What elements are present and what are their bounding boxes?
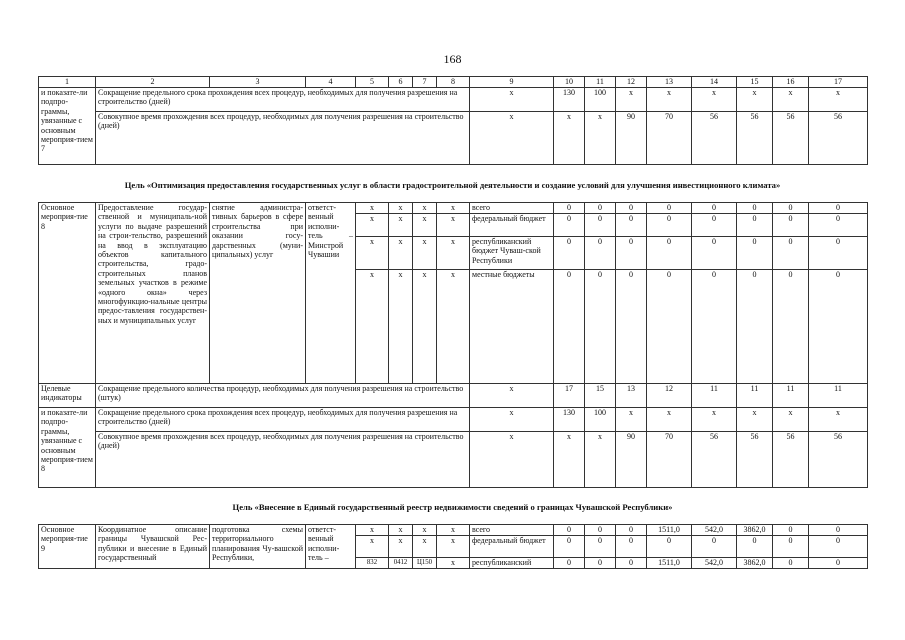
value-cell: 0 — [809, 270, 868, 384]
value-cell: 0 — [554, 536, 585, 558]
code-cell: 0412 — [389, 558, 413, 569]
header-cell: 4 — [306, 77, 356, 88]
code-cell: x — [413, 203, 437, 214]
value-cell: 70 — [647, 112, 692, 165]
code-cell: x — [356, 525, 389, 536]
table-row — [39, 203, 868, 214]
value-cell: 0 — [616, 558, 647, 569]
value-cell: 12 — [647, 384, 692, 408]
code-cell: Ц150 — [413, 558, 437, 569]
value-cell: 0 — [554, 525, 585, 536]
header-cell: 16 — [773, 77, 809, 88]
code-cell: x — [413, 237, 437, 270]
value-cell: 0 — [737, 270, 773, 384]
value-cell: 56 — [692, 432, 737, 488]
code-cell: x — [389, 203, 413, 214]
funding-source: федеральный бюджет — [470, 536, 554, 558]
value-cell: 0 — [809, 237, 868, 270]
value-cell: 56 — [692, 112, 737, 165]
code-cell: x — [389, 525, 413, 536]
value-cell: x — [616, 88, 647, 112]
value-cell: x — [737, 408, 773, 432]
value-cell: 0 — [585, 270, 616, 384]
value-cell: 15 — [585, 384, 616, 408]
value-cell: 90 — [616, 432, 647, 488]
value-cell: 0 — [809, 558, 868, 569]
value-cell: x — [647, 88, 692, 112]
value-cell: 100 — [585, 408, 616, 432]
code-cell: x — [413, 536, 437, 558]
value-cell: 0 — [647, 536, 692, 558]
value-cell: 17 — [554, 384, 585, 408]
value-cell: 11 — [809, 384, 868, 408]
header-cell: 8 — [437, 77, 470, 88]
value-cell: 0 — [692, 270, 737, 384]
header-cell: 12 — [616, 77, 647, 88]
expected-result: подготовка схемы территориального планирования Чу-вашской Республики, — [210, 525, 306, 569]
value-cell: 1511,0 — [647, 525, 692, 536]
value-cell: 0 — [585, 203, 616, 214]
table-row — [39, 432, 868, 488]
code-cell: x — [437, 525, 470, 536]
value-cell: 0 — [647, 203, 692, 214]
funding-source: федеральный бюджет — [470, 214, 554, 237]
header-cell: 10 — [554, 77, 585, 88]
indicator-label: Целевые индикаторы — [39, 384, 96, 408]
value-cell: 0 — [809, 536, 868, 558]
value-cell: 0 — [773, 270, 809, 384]
funding-source: местные бюджеты — [470, 270, 554, 384]
value-cell: 130 — [554, 88, 585, 112]
code-cell: x — [356, 270, 389, 384]
row-label: и показате-ли подпро-граммы, увязанные с основным мероприя-тием 8 — [39, 408, 96, 488]
table-row — [39, 384, 868, 408]
value-cell: 0 — [692, 536, 737, 558]
funding-source: республиканский — [470, 558, 554, 569]
value-cell: 56 — [809, 112, 868, 165]
code-cell: x — [389, 237, 413, 270]
code-cell: x — [356, 203, 389, 214]
value-cell: x — [737, 88, 773, 112]
table-row — [39, 408, 868, 432]
value-cell: x — [554, 112, 585, 165]
responsible-executor: ответст-венный исполни-тель – — [306, 525, 356, 569]
value-cell: 11 — [692, 384, 737, 408]
header-cell: 13 — [647, 77, 692, 88]
value-cell: x — [470, 432, 554, 488]
value-cell: x — [809, 88, 868, 112]
value-cell: 1511,0 — [647, 558, 692, 569]
value-cell: 0 — [809, 525, 868, 536]
page-number: 168 — [443, 52, 462, 66]
table-section-a — [38, 76, 868, 165]
value-cell: 13 — [616, 384, 647, 408]
value-cell: 0 — [773, 558, 809, 569]
value-cell: 56 — [737, 112, 773, 165]
value-cell: 0 — [554, 203, 585, 214]
funding-source: республиканский бюджет Чуваш-ской Республики — [470, 237, 554, 270]
code-cell: x — [437, 214, 470, 237]
value-cell: 56 — [773, 432, 809, 488]
code-cell: x — [437, 203, 470, 214]
measure-description: Предоставление государ-ственной и муниципаль-ной услуги по выдаче разрешений на строи-тельство, разрешений на ввод в эксплуатацию объектов капитального строительства, градо-строительных планов земельных участков в режиме «одного окна» через многофункцио-нальные центры предос-тавления государствен-ных и муниципальных услуг — [96, 203, 210, 384]
table-header-row — [39, 77, 868, 88]
value-cell: x — [470, 408, 554, 432]
value-cell: 3862,0 — [737, 558, 773, 569]
code-cell: x — [389, 270, 413, 384]
code-cell: x — [389, 214, 413, 237]
value-cell: 0 — [773, 536, 809, 558]
table-row — [39, 112, 868, 165]
header-cell: 1 — [39, 77, 96, 88]
header-cell: 14 — [692, 77, 737, 88]
value-cell: 0 — [585, 237, 616, 270]
header-cell: 17 — [809, 77, 868, 88]
code-cell: x — [356, 536, 389, 558]
header-cell: 11 — [585, 77, 616, 88]
value-cell: 0 — [737, 536, 773, 558]
indicator-text: Сокращение предельного срока прохождения всех процедур, необходимых для получения разрешения на строительство (дней) — [96, 408, 470, 432]
value-cell: 0 — [585, 536, 616, 558]
header-cell: 3 — [210, 77, 306, 88]
value-cell: 0 — [647, 270, 692, 384]
funding-source: всего — [470, 203, 554, 214]
measure-description: Координатное описание границы Чувашской Рес-публики и внесение в Единый государственный — [96, 525, 210, 569]
value-cell: x — [554, 432, 585, 488]
code-cell: x — [356, 237, 389, 270]
value-cell: x — [647, 408, 692, 432]
code-cell: x — [389, 536, 413, 558]
indicator-text: Сокращение предельного срока прохождения всех процедур, необходимых для получения разрешения на строительство (дней) — [96, 88, 470, 112]
value-cell: x — [773, 88, 809, 112]
code-cell: x — [413, 214, 437, 237]
code-cell: x — [413, 525, 437, 536]
value-cell: 3862,0 — [737, 525, 773, 536]
header-cell: 5 — [356, 77, 389, 88]
value-cell: 542,0 — [692, 558, 737, 569]
code-cell: x — [437, 270, 470, 384]
value-cell: x — [616, 408, 647, 432]
value-cell: 0 — [773, 237, 809, 270]
value-cell: 0 — [554, 270, 585, 384]
value-cell: 0 — [585, 525, 616, 536]
value-cell: x — [692, 408, 737, 432]
table-row — [39, 88, 868, 112]
indicator-text: Совокупное время прохождения всех процедур, необходимых для получения разрешения на строительство (дней) — [96, 112, 470, 165]
measure-label: Основное мероприя-тие 9 — [39, 525, 96, 569]
value-cell: x — [809, 408, 868, 432]
code-cell: 832 — [356, 558, 389, 569]
value-cell: 0 — [647, 237, 692, 270]
value-cell: 56 — [737, 432, 773, 488]
value-cell: 0 — [773, 525, 809, 536]
value-cell: 0 — [616, 237, 647, 270]
value-cell: 0 — [737, 237, 773, 270]
value-cell: 0 — [809, 214, 868, 237]
value-cell: 0 — [554, 214, 585, 237]
value-cell: 0 — [809, 203, 868, 214]
header-cell: 2 — [96, 77, 210, 88]
code-cell: x — [413, 270, 437, 384]
value-cell: 0 — [616, 214, 647, 237]
responsible-executor: ответст-венный исполни-тель – Минстрой Чувашии — [306, 203, 356, 384]
expected-result: снятие администра-тивных барьеров в сфере строительства при оказании госу-дарственных (муни-ципальных) услуг — [210, 203, 306, 384]
value-cell: 0 — [616, 536, 647, 558]
value-cell: 0 — [773, 214, 809, 237]
row-label: и показате-ли подпро-граммы, увязанные с основным мероприя-тием 7 — [39, 88, 96, 165]
value-cell: 0 — [647, 214, 692, 237]
value-cell: 90 — [616, 112, 647, 165]
value-cell: x — [470, 88, 554, 112]
value-cell: 11 — [773, 384, 809, 408]
value-cell: 0 — [692, 214, 737, 237]
code-cell: x — [437, 237, 470, 270]
header-cell: 7 — [413, 77, 437, 88]
value-cell: 0 — [692, 203, 737, 214]
value-cell: x — [470, 384, 554, 408]
table-row — [39, 525, 868, 536]
funding-source: всего — [470, 525, 554, 536]
value-cell: 70 — [647, 432, 692, 488]
header-cell: 9 — [470, 77, 554, 88]
value-cell: 542,0 — [692, 525, 737, 536]
indicator-text: Совокупное время прохождения всех процедур, необходимых для получения разрешения на строительство (дней) — [96, 432, 470, 488]
value-cell: 0 — [554, 558, 585, 569]
value-cell: 0 — [585, 558, 616, 569]
indicator-text: Сокращение предельного количества процедур, необходимых для получения разрешения на строительство (штук) — [96, 384, 470, 408]
value-cell: x — [773, 408, 809, 432]
table-section-b — [38, 202, 868, 488]
value-cell: 0 — [616, 525, 647, 536]
goal-heading: Цель «Оптимизация предоставления государственных услуг в области градостроительной деятельности и создание условий для улучшения инвестиционного климата» — [124, 180, 781, 190]
measure-label: Основное мероприя-тие 8 — [39, 203, 96, 384]
header-cell: 6 — [389, 77, 413, 88]
value-cell: 0 — [773, 203, 809, 214]
value-cell: 100 — [585, 88, 616, 112]
code-cell: x — [356, 214, 389, 237]
code-cell: x — [437, 558, 470, 569]
value-cell: x — [585, 432, 616, 488]
code-cell: x — [437, 536, 470, 558]
value-cell: 11 — [737, 384, 773, 408]
value-cell: 0 — [737, 214, 773, 237]
table-section-d — [38, 524, 868, 569]
value-cell: 0 — [554, 237, 585, 270]
value-cell: 0 — [585, 214, 616, 237]
value-cell: x — [470, 112, 554, 165]
value-cell: 130 — [554, 408, 585, 432]
value-cell: 56 — [809, 432, 868, 488]
value-cell: 0 — [616, 203, 647, 214]
value-cell: 0 — [692, 237, 737, 270]
value-cell: 0 — [737, 203, 773, 214]
value-cell: 0 — [616, 270, 647, 384]
value-cell: x — [585, 112, 616, 165]
goal-heading: Цель «Внесение в Единый государственный реестр недвижимости сведений о границах Чувашской Республики» — [232, 502, 673, 512]
header-cell: 15 — [737, 77, 773, 88]
value-cell: x — [692, 88, 737, 112]
value-cell: 56 — [773, 112, 809, 165]
